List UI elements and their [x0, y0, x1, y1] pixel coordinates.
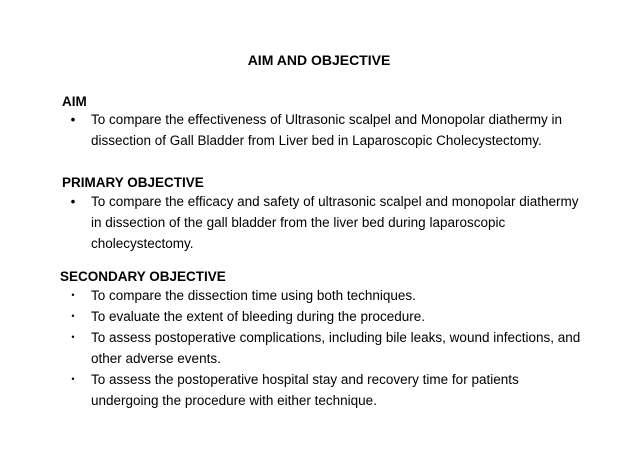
aim-item	[67, 109, 607, 151]
secondary-objective-item-text: To evaluate the extent of bleeding during the procedure.	[91, 309, 425, 324]
primary-objective-heading: PRIMARY OBJECTIVE	[62, 175, 204, 190]
primary-objective-item	[67, 191, 612, 254]
secondary-objective-item-text: To compare the dissection time using both techniques.	[91, 288, 416, 303]
bullet-icon: •	[71, 332, 75, 342]
secondary-objective-heading: SECONDARY OBJECTIVE	[60, 269, 226, 284]
secondary-objective-item	[67, 285, 612, 306]
bullet-icon: •	[70, 112, 76, 127]
primary-objective-item-text: To compare the efficacy and safety of ultrasonic scalpel and monopolar diathermy in dissection of the gall bladder from the liver bed during laparoscopic cholecystectomy.	[91, 194, 579, 251]
secondary-objective-item	[67, 306, 612, 327]
aim-item-text: To compare the effectiveness of Ultrasonic scalpel and Monopolar diathermy in dissection of Gall Bladder from Liver bed in Laparoscopic Cholecystectomy.	[91, 112, 562, 148]
secondary-objective-item-text: To assess postoperative complications, including bile leaks, wound infections, and other adverse events.	[91, 330, 581, 366]
secondary-objective-item	[67, 369, 612, 411]
page-title: AIM AND OBJECTIVE	[247, 52, 391, 68]
bullet-icon: •	[71, 311, 75, 321]
aim-heading: AIM	[62, 94, 87, 109]
secondary-objective-item	[67, 327, 612, 369]
bullet-icon: •	[71, 290, 75, 300]
secondary-objective-item-text: To assess the postoperative hospital stay and recovery time for patients undergoing the procedure with either technique.	[91, 372, 519, 408]
bullet-icon: •	[71, 374, 75, 384]
bullet-icon: •	[70, 194, 76, 209]
